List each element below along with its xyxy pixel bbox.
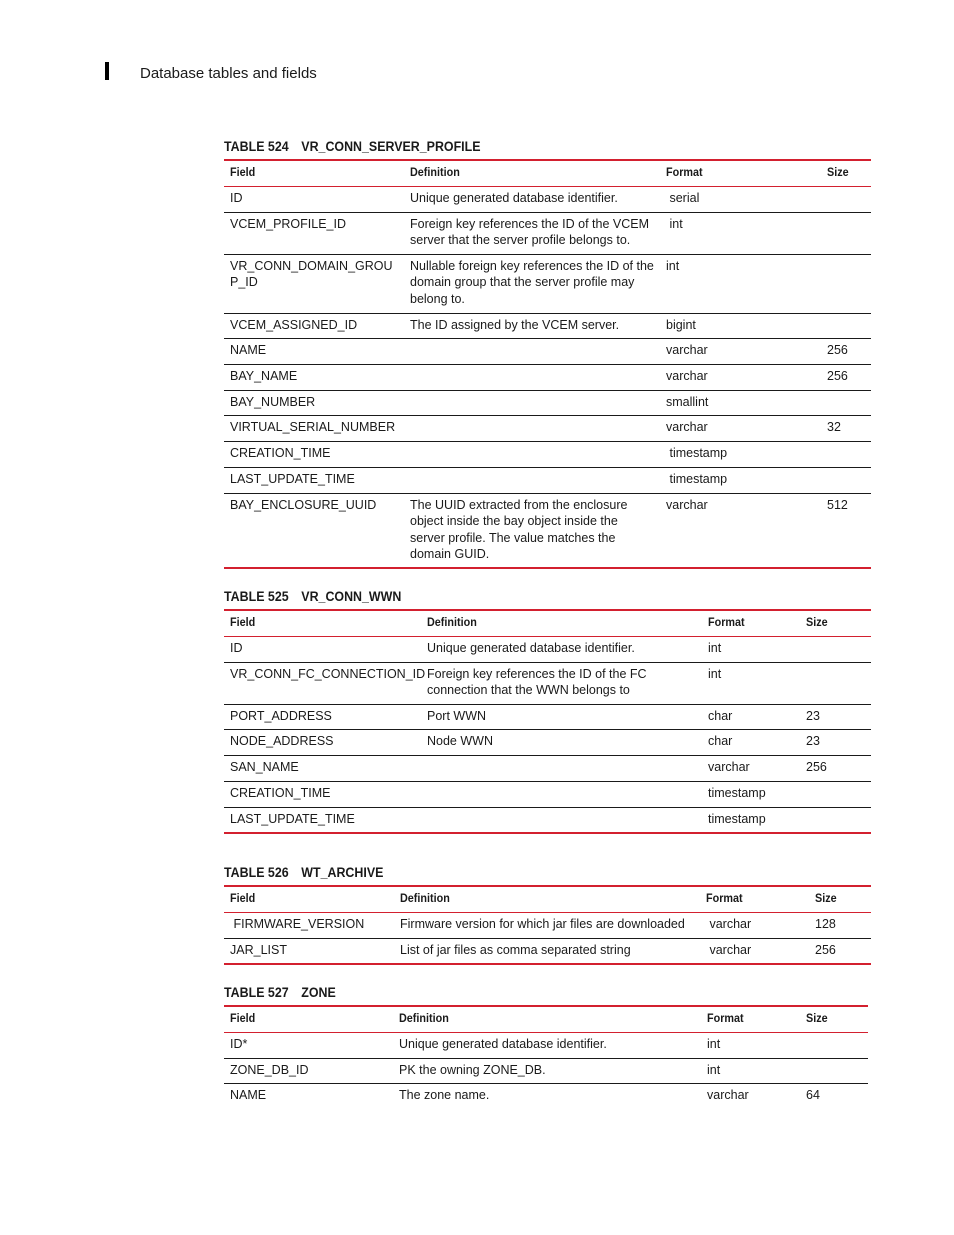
table-row xyxy=(224,338,871,364)
column-header-size: Size xyxy=(809,886,871,912)
table-number: TABLE 526 xyxy=(224,865,289,880)
column-header-field: Field xyxy=(224,1006,393,1032)
table-caption xyxy=(224,138,819,156)
cell-definition: Foreign key references the ID of the VCEM server that the server profile belongs to. xyxy=(404,212,660,254)
table-row xyxy=(224,729,871,755)
cell-format: varchar xyxy=(660,493,821,568)
cell-size xyxy=(821,186,871,212)
table-row xyxy=(224,313,871,338)
cell-size xyxy=(800,636,871,662)
cell-definition: Unique generated database identifier. xyxy=(393,1032,701,1058)
cell-format: timestamp xyxy=(660,467,821,493)
column-header-definition: Definition xyxy=(394,886,700,912)
cell-definition xyxy=(421,755,702,781)
cell-format: varchar xyxy=(702,755,800,781)
table-caption xyxy=(224,864,819,882)
cell-size xyxy=(800,662,871,704)
cell-definition: Foreign key references the ID of the FC connection that the WWN belongs to xyxy=(421,662,702,704)
table-row xyxy=(224,1032,868,1058)
table-row xyxy=(224,364,871,390)
cell-format: varchar xyxy=(660,415,821,441)
cell-definition xyxy=(404,364,660,390)
cell-field: NODE_ADDRESS xyxy=(224,729,421,755)
table-number: TABLE 524 xyxy=(224,139,289,154)
column-header-definition: Definition xyxy=(404,160,660,186)
table-row xyxy=(224,1083,868,1108)
cell-format: char xyxy=(702,704,800,729)
change-bar xyxy=(105,62,109,80)
running-header: Database tables and fields xyxy=(140,65,317,82)
cell-format: int xyxy=(660,254,821,313)
cell-size: 256 xyxy=(821,364,871,390)
cell-field: ID xyxy=(224,636,421,662)
table-row xyxy=(224,415,871,441)
cell-size xyxy=(800,1058,868,1083)
cell-definition: Firmware version for which jar files are downloaded xyxy=(394,912,700,938)
table-header-row xyxy=(224,1006,868,1032)
table-wt-archive xyxy=(224,885,871,965)
table-row xyxy=(224,390,871,415)
table-row xyxy=(224,1058,868,1083)
cell-size: 23 xyxy=(800,729,871,755)
cell-format: smallint xyxy=(660,390,821,415)
cell-definition xyxy=(421,781,702,807)
cell-field: JAR_LIST xyxy=(224,938,394,964)
cell-field: VR_CONN_DOMAIN_GROUP_ID xyxy=(224,254,404,313)
column-header-format: Format xyxy=(701,1006,800,1032)
column-header-size: Size xyxy=(800,1006,868,1032)
cell-definition: Port WWN xyxy=(421,704,702,729)
cell-format: varchar xyxy=(660,338,821,364)
column-header-size: Size xyxy=(821,160,871,186)
cell-size xyxy=(800,781,871,807)
table-caption xyxy=(224,984,816,1002)
cell-format: int xyxy=(702,636,800,662)
cell-field: CREATION_TIME xyxy=(224,441,404,467)
table-row xyxy=(224,662,871,704)
cell-definition: PK the owning ZONE_DB. xyxy=(393,1058,701,1083)
cell-size: 256 xyxy=(809,938,871,964)
table-row xyxy=(224,704,871,729)
cell-field: BAY_ENCLOSURE_UUID xyxy=(224,493,404,568)
cell-format: int xyxy=(660,212,821,254)
cell-format: char xyxy=(702,729,800,755)
table-vr-conn-server-profile xyxy=(224,159,871,569)
table-vr-conn-wwn xyxy=(224,609,871,834)
cell-field: BAY_NAME xyxy=(224,364,404,390)
cell-field: CREATION_TIME xyxy=(224,781,421,807)
cell-field: BAY_NUMBER xyxy=(224,390,404,415)
cell-format: timestamp xyxy=(702,781,800,807)
cell-definition xyxy=(421,807,702,833)
column-header-size: Size xyxy=(800,610,871,636)
cell-size: 32 xyxy=(821,415,871,441)
cell-definition xyxy=(404,441,660,467)
table-row xyxy=(224,441,871,467)
cell-size: 256 xyxy=(821,338,871,364)
cell-field: PORT_ADDRESS xyxy=(224,704,421,729)
cell-field: ID* xyxy=(224,1032,393,1058)
table-header-row xyxy=(224,610,871,636)
cell-definition: Nullable foreign key references the ID of the domain group that the server profile may belong to. xyxy=(404,254,660,313)
column-header-format: Format xyxy=(700,886,809,912)
cell-format: varchar xyxy=(707,1087,749,1102)
table-header-row xyxy=(224,160,871,186)
table-526-block xyxy=(224,864,871,965)
column-header-format: Format xyxy=(660,160,821,186)
column-header-definition: Definition xyxy=(393,1006,701,1032)
table-row xyxy=(224,912,871,938)
column-header-field: Field xyxy=(224,610,421,636)
cell-field: LAST_UPDATE_TIME xyxy=(224,467,404,493)
cell-format: timestamp xyxy=(660,441,821,467)
cell-definition: Unique generated database identifier. xyxy=(421,636,702,662)
table-name: ZONE xyxy=(301,985,336,1000)
cell-definition: The UUID extracted from the enclosure object inside the bay object inside the server profile. The value matches the domain GUID. xyxy=(404,493,660,568)
table-name: VR_CONN_SERVER_PROFILE xyxy=(301,139,481,154)
cell-field: NAME xyxy=(224,338,404,364)
cell-definition xyxy=(404,390,660,415)
cell-size: 23 xyxy=(800,704,871,729)
cell-field: VR_CONN_FC_CONNECTION_ID xyxy=(224,662,421,704)
cell-definition: Node WWN xyxy=(421,729,702,755)
cell-format: bigint xyxy=(660,313,821,338)
table-row xyxy=(224,493,871,568)
cell-field: NAME xyxy=(230,1087,267,1102)
cell-definition: Unique generated database identifier. xyxy=(404,186,660,212)
cell-size xyxy=(821,441,871,467)
cell-format: int xyxy=(701,1058,800,1083)
cell-field: VCEM_ASSIGNED_ID xyxy=(224,313,404,338)
table-row xyxy=(224,212,871,254)
table-row xyxy=(224,186,871,212)
table-527-block xyxy=(224,984,868,1108)
cell-format: varchar xyxy=(700,912,809,938)
table-row xyxy=(224,781,871,807)
table-524-block xyxy=(224,138,871,569)
cell-field: LAST_UPDATE_TIME xyxy=(224,807,421,833)
cell-size xyxy=(821,254,871,313)
table-name: VR_CONN_WWN xyxy=(301,589,402,604)
cell-definition xyxy=(404,415,660,441)
cell-size xyxy=(800,1032,868,1058)
cell-definition: The ID assigned by the VCEM server. xyxy=(404,313,660,338)
table-caption xyxy=(224,588,819,606)
cell-size xyxy=(821,212,871,254)
cell-size xyxy=(821,390,871,415)
table-525-block xyxy=(224,588,871,834)
cell-field: SAN_NAME xyxy=(224,755,421,781)
column-header-format: Format xyxy=(702,610,800,636)
cell-definition xyxy=(404,338,660,364)
cell-field: FIRMWARE_VERSION xyxy=(224,912,394,938)
cell-definition: List of jar files as comma separated string xyxy=(394,938,700,964)
cell-size: 256 xyxy=(800,755,871,781)
cell-format: serial xyxy=(660,186,821,212)
cell-size: 512 xyxy=(821,493,871,568)
column-header-field: Field xyxy=(224,160,404,186)
cell-size xyxy=(821,313,871,338)
table-row xyxy=(224,755,871,781)
cell-size xyxy=(800,807,871,833)
table-name: WT_ARCHIVE xyxy=(301,865,384,880)
cell-size xyxy=(821,467,871,493)
cell-format: varchar xyxy=(660,364,821,390)
cell-field: ZONE_DB_ID xyxy=(224,1058,393,1083)
table-row xyxy=(224,807,871,833)
cell-size: 64 xyxy=(806,1087,820,1102)
table-header-row xyxy=(224,886,871,912)
table-number: TABLE 527 xyxy=(224,985,289,1000)
column-header-definition: Definition xyxy=(421,610,702,636)
cell-definition: The zone name. xyxy=(399,1087,490,1102)
cell-format: int xyxy=(701,1032,800,1058)
table-row xyxy=(224,467,871,493)
cell-field: ID xyxy=(224,186,404,212)
cell-format: timestamp xyxy=(702,807,800,833)
table-zone xyxy=(224,1005,868,1108)
cell-field: VCEM_PROFILE_ID xyxy=(224,212,404,254)
cell-format: varchar xyxy=(700,938,809,964)
table-number: TABLE 525 xyxy=(224,589,289,604)
cell-size: 128 xyxy=(809,912,871,938)
column-header-field: Field xyxy=(224,886,394,912)
cell-field: VIRTUAL_SERIAL_NUMBER xyxy=(224,415,404,441)
cell-format: int xyxy=(702,662,800,704)
table-row xyxy=(224,938,871,964)
cell-definition xyxy=(404,467,660,493)
table-row xyxy=(224,254,871,313)
table-row xyxy=(224,636,871,662)
